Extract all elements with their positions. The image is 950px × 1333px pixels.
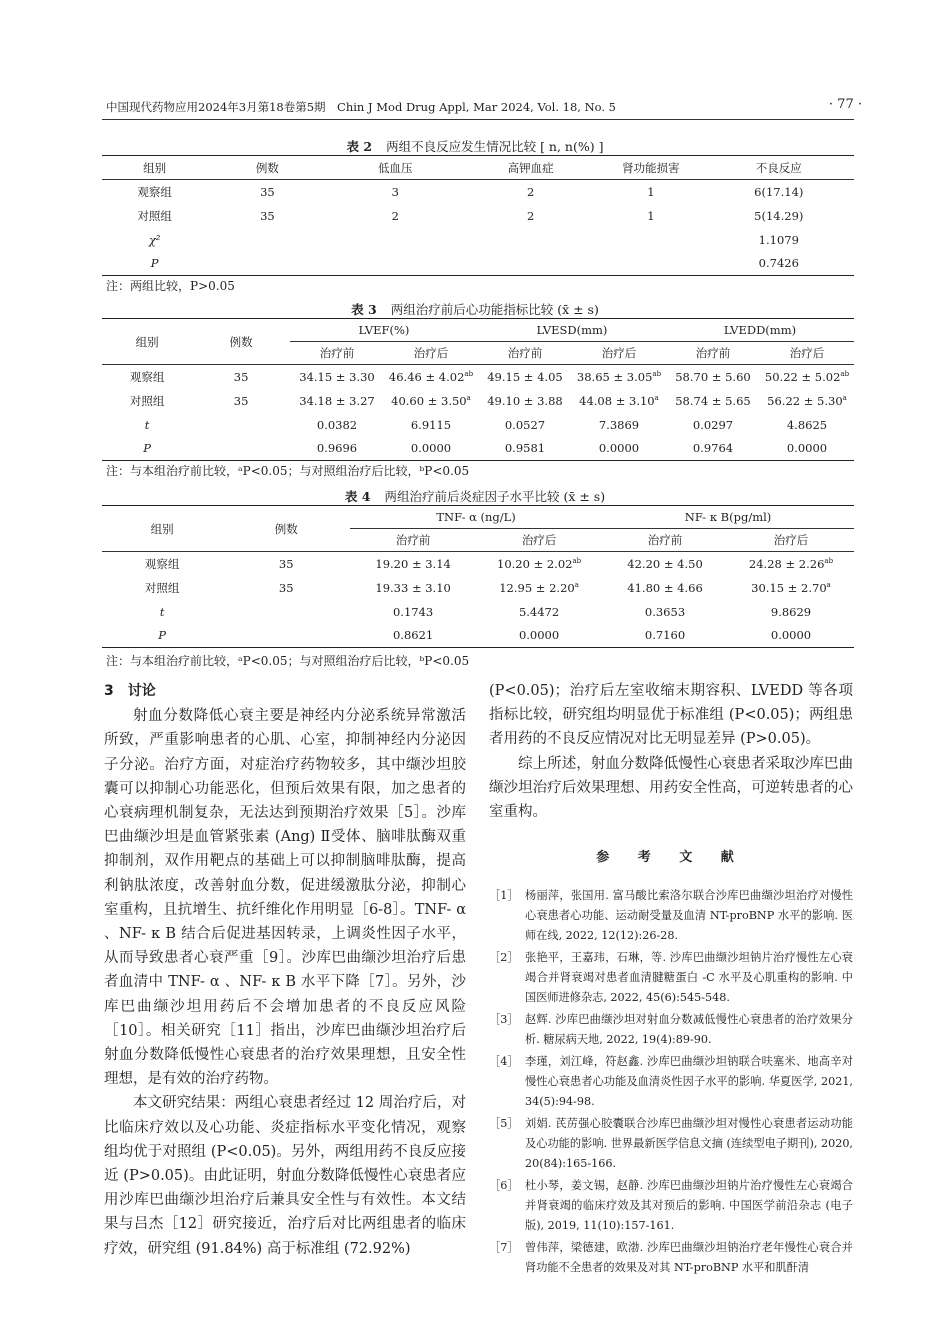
table-row: [102, 180, 854, 204]
superscript-mark: ab: [464, 369, 474, 378]
table-row: [102, 252, 854, 276]
cell-value: 38.65 ± 3.05: [576, 369, 653, 384]
t2-head-group: 组别: [102, 156, 207, 180]
table-cell: [328, 228, 463, 252]
table-cell: 1: [647, 208, 655, 223]
section-heading: 3 讨论: [104, 683, 156, 699]
table3-title: 两组治疗前后心功能指标比较 (x̄ ± s): [390, 302, 599, 317]
table-cell: 35: [260, 184, 275, 199]
cell-value: 40.60 ± 3.50: [391, 393, 467, 408]
t2-head-adverse: 不良反应: [704, 156, 854, 180]
discussion-paragraph-4: 综上所述，射血分数降低慢性心衰患者采取沙库巴曲缬沙坦治疗后效果理想、用药安全性高，可逆转患者的心室重构。: [489, 755, 853, 821]
table-cell: 2: [391, 208, 399, 223]
table-cell: P: [102, 252, 207, 276]
table-cell: χ²: [148, 232, 161, 247]
table-cell: 42.20 ± 4.50: [627, 556, 703, 571]
table4-caption: [0, 487, 950, 505]
table-row: [102, 576, 854, 600]
table-cell: [728, 552, 854, 576]
table2: [102, 155, 854, 276]
table-cell: 35: [278, 580, 294, 595]
t4-head-n: 例数: [222, 506, 350, 552]
table-cell: 对照组: [129, 393, 165, 408]
table-cell: 5.4472: [518, 604, 560, 619]
table-cell: [572, 365, 666, 389]
table-cell: [207, 252, 327, 276]
table-cell: 19.20 ± 3.14: [375, 556, 451, 571]
cell-value: 24.28 ± 2.26: [748, 556, 825, 571]
table2-note: 注：两组比较，P>0.05: [106, 279, 235, 293]
table3: [102, 318, 854, 461]
table-cell: 0.0382: [316, 417, 358, 432]
table-cell: P: [102, 624, 222, 648]
table2-title: 两组不良反应发生情况比较 [ n, n(%) ]: [386, 139, 604, 154]
reference-text: 杨丽萍，张国用. 富马酸比索洛尔联合沙库巴曲缬沙坦治疗对慢性心衰患者心功能、运动耐受量及血清 NT-proBNP 水平的影响. 医师在线, 2022, 12(12):26-28.: [525, 889, 853, 943]
t2-head-hyperkalemia: 高钾血症: [463, 156, 598, 180]
reference-item: [489, 948, 853, 1008]
table-cell: 35: [260, 208, 275, 223]
table-cell: 0.9581: [478, 437, 572, 461]
superscript-mark: a: [842, 393, 847, 402]
table2-caption: [0, 137, 950, 155]
table-cell: 0.0527: [504, 417, 546, 432]
table-cell: [222, 624, 350, 648]
table2-label: 表 2: [346, 139, 373, 154]
reference-item: [489, 1238, 853, 1278]
discussion-paragraph-2: 本文研究结果：两组心衰患者经过 12 周治疗后，对比临床疗效以及心功能、炎症指标水平变化情况，观察组均优于对照组 (P<0.05)。另外，两组用药不良反应接近 (P>0.05)。由此证明，射血分数降低慢性心衰患者应用沙库巴曲缬沙坦治疗后兼具安全性与有效性。本文结果与吕杰［12］研究接近，治疗后对比两组患者的临床疗效，研究组 (91.84%) 高于标准组 (72.92%): [104, 1095, 466, 1257]
table-cell: 观察组: [129, 369, 165, 384]
reference-text: 李瑾，刘江峰，符赵鑫. 沙库巴曲缬沙坦钠联合呋塞米、地高辛对慢性心衰患者心功能及血清炎性因子水平的影响. 华夏医学, 2021, 34(5):94-98.: [525, 1055, 853, 1109]
superscript-mark: ab: [652, 369, 662, 378]
table-cell: 49.15 ± 4.05: [487, 369, 563, 384]
table-row: [102, 437, 854, 461]
reference-text: 杜小琴，姜文锡，赵静. 沙库巴曲缬沙坦钠片治疗慢性左心衰竭合并肾衰竭的临床疗效及其对预后的影响. 中国医学前沿杂志 (电子版), 2019, 11(10):157-161.: [525, 1179, 853, 1233]
table-cell: [728, 576, 854, 600]
table-cell: [192, 413, 290, 437]
table-row: [102, 552, 854, 576]
superscript-mark: a: [574, 580, 579, 589]
reference-text: 赵辉. 沙库巴曲缬沙坦对射血分数减低慢性心衰患者的治疗效果分析. 糖尿病天地, 2022, 19(4):89-90.: [525, 1013, 853, 1047]
references-title: 参 考 文 献: [596, 850, 746, 866]
reference-number: ［3］: [489, 1013, 519, 1027]
page-number: · 77 ·: [828, 97, 862, 112]
t3-head-group: 组别: [102, 319, 192, 365]
superscript-mark: a: [654, 393, 659, 402]
table4: [102, 505, 854, 648]
t3-head-lvef: LVEF(%): [290, 319, 478, 342]
table-cell: 58.70 ± 5.60: [675, 369, 751, 384]
table-cell: 41.80 ± 4.66: [627, 580, 703, 595]
t4-head-before: 治疗前: [350, 529, 476, 552]
reference-item: [489, 886, 853, 946]
t3-head-before: 治疗前: [290, 342, 384, 365]
reference-number: ［1］: [489, 889, 519, 903]
table-cell: 1: [647, 184, 655, 199]
table-cell: [598, 252, 703, 276]
reference-text: 刘娟. 芪苈强心胶囊联合沙库巴曲缬沙坦对慢性心衰患者运动功能及心功能的影响. 世界最新医学信息文摘 (连续型电子期刊), 2020, 20(84):165-166.: [525, 1117, 853, 1171]
table3-caption: [0, 300, 950, 318]
table-row: [102, 389, 854, 413]
table-cell: 0.9696: [290, 437, 384, 461]
cell-value: 46.46 ± 4.02: [388, 369, 465, 384]
t3-head-before: 治疗前: [478, 342, 572, 365]
table-cell: 2: [526, 208, 535, 223]
table-cell: [598, 228, 703, 252]
table-cell: 49.10 ± 3.88: [487, 393, 563, 408]
table-cell: 4.8625: [786, 417, 828, 432]
superscript-mark: ab: [840, 369, 850, 378]
table-cell: 0.0000: [384, 437, 478, 461]
table-cell: 1.1079: [758, 232, 799, 247]
t4-head-before: 治疗前: [602, 529, 728, 552]
table-cell: 0.0297: [692, 417, 734, 432]
superscript-mark: ab: [572, 556, 582, 565]
t3-head-lvesd: LVESD(mm): [478, 319, 666, 342]
t4-head-nfkb: NF- κ B(pg/ml): [602, 506, 854, 529]
table-cell: 0.0000: [728, 624, 854, 648]
reference-number: ［7］: [489, 1241, 519, 1255]
table-cell: 0.0000: [476, 624, 602, 648]
table4-title: 两组治疗前后炎症因子水平比较 (x̄ ± s): [384, 489, 606, 504]
table-cell: 0.7426: [704, 252, 854, 276]
reference-item: [489, 1052, 853, 1112]
table-cell: [463, 252, 598, 276]
t3-head-before: 治疗前: [666, 342, 760, 365]
table-row: [102, 365, 854, 389]
table-cell: 7.3869: [598, 417, 640, 432]
table-cell: P: [102, 437, 192, 461]
table-cell: [760, 389, 854, 413]
table-cell: t: [144, 417, 150, 432]
table-cell: 6.9115: [410, 417, 452, 432]
table3-label: 表 3: [351, 302, 377, 317]
cell-value: 10.20 ± 2.02: [497, 556, 573, 571]
table-cell: 6(17.14): [754, 184, 804, 199]
table-cell: [463, 228, 598, 252]
table4-note: 注：与本组治疗前比较，ᵃP<0.05；与对照组治疗后比较，ᵇP<0.05: [106, 654, 470, 668]
table-cell: 34.15 ± 3.30: [299, 369, 375, 384]
superscript-mark: ab: [824, 556, 834, 565]
cell-value: 56.22 ± 5.30: [767, 393, 843, 408]
reference-number: ［2］: [489, 951, 519, 965]
t2-head-hypotension: 低血压: [328, 156, 463, 180]
table-cell: [384, 365, 478, 389]
reference-list: [489, 886, 853, 1278]
reference-item: [489, 1114, 853, 1174]
table-row: [102, 624, 854, 648]
table-row: [102, 600, 854, 624]
discussion-paragraph-3: (P<0.05)；治疗后左室收缩末期容积、LVEDD 等各项指标比较，研究组均明显优于标准组 (P<0.05)；两组患者用药的不良反应情况对比无明显差异 (P>0.05)。: [489, 683, 853, 748]
reference-item: [489, 1010, 853, 1050]
table-row: [102, 228, 854, 252]
cell-value: 44.08 ± 3.10: [579, 393, 655, 408]
right-column: [489, 679, 853, 1280]
table-cell: 34.18 ± 3.27: [299, 393, 375, 408]
table-cell: 3: [391, 184, 399, 199]
reference-text: 张艳平，王嘉玮，石琳，等. 沙库巴曲缬沙坦钠片治疗慢性左心衰竭合并肾衰竭对患者血清腱糖蛋白 -C 水平及心肌重构的影响. 中国医师进修杂志, 2022, 45(6):545-548.: [525, 951, 853, 1005]
t3-head-after: 治疗后: [384, 342, 478, 365]
table-cell: [476, 576, 602, 600]
t4-head-after: 治疗后: [728, 529, 854, 552]
table-cell: 58.74 ± 5.65: [675, 393, 751, 408]
t3-head-after: 治疗后: [572, 342, 666, 365]
table-cell: [760, 365, 854, 389]
table-cell: 0.7160: [602, 624, 728, 648]
table-cell: 0.3653: [644, 604, 686, 619]
reference-item: [489, 1176, 853, 1236]
table-cell: [328, 252, 463, 276]
table-cell: 对照组: [144, 580, 180, 595]
table-cell: 35: [233, 393, 249, 408]
cell-value: 50.22 ± 5.02: [764, 369, 841, 384]
t3-head-lvedd: LVEDD(mm): [666, 319, 854, 342]
t2-head-renal: 肾功能损害: [598, 156, 703, 180]
table-cell: 9.8629: [770, 604, 812, 619]
table-row: [102, 413, 854, 437]
table-cell: t: [159, 604, 165, 619]
reference-number: ［6］: [489, 1179, 519, 1193]
table-cell: 35: [233, 369, 249, 384]
table-cell: [572, 389, 666, 413]
left-column: [104, 679, 466, 1261]
table-cell: 观察组: [137, 184, 172, 199]
reference-number: ［5］: [489, 1117, 519, 1131]
superscript-mark: a: [466, 393, 471, 402]
table-cell: 观察组: [144, 556, 180, 571]
table-cell: [192, 437, 290, 461]
t4-head-tnf: TNF- α (ng/L): [350, 506, 602, 529]
cell-value: 12.95 ± 2.20: [499, 580, 575, 595]
t2-head-n: 例数: [207, 156, 327, 180]
t4-head-after: 治疗后: [476, 529, 602, 552]
table-cell: 0.0000: [572, 437, 666, 461]
table-cell: 0.8621: [350, 624, 476, 648]
t3-head-after: 治疗后: [760, 342, 854, 365]
table-cell: 19.33 ± 3.10: [375, 580, 451, 595]
header-rule: [102, 119, 854, 120]
reference-number: ［4］: [489, 1055, 519, 1069]
table-cell: [384, 389, 478, 413]
table-cell: 2: [526, 184, 535, 199]
table-cell: 0.1743: [392, 604, 434, 619]
superscript-mark: a: [826, 580, 831, 589]
table4-label: 表 4: [344, 489, 371, 504]
table-cell: 5(14.29): [754, 208, 804, 223]
running-header: 中国现代药物应用2024年3月第18卷第5期 Chin J Mod Drug Appl, Mar 2024, Vol. 18, No. 5: [106, 100, 616, 114]
t4-head-group: 组别: [102, 506, 222, 552]
table-cell: 35: [278, 556, 294, 571]
table-row: [102, 204, 854, 228]
reference-text: 曾伟萍，梁德建，欧渤. 沙库巴曲缬沙坦钠治疗老年慢性心衰合并肾功能不全患者的效果及对其 NT-proBNP 水平和肌酐清: [525, 1241, 853, 1275]
table-cell: [207, 228, 327, 252]
cell-value: 30.15 ± 2.70: [751, 580, 827, 595]
discussion-paragraph-1: 射血分数降低心衰主要是神经内分泌系统异常激活所致，严重影响患者的心肌、心室，抑制神经内分泌因子分泌。治疗方面，对症治疗药物较多，其中缬沙坦胶囊可以抑制心功能恶化，但预后效果有限，加之患者的心衰病理机制复杂，无法达到预期治疗效果［5］。沙库巴曲缬沙坦是血管紧张素 (Ang) Ⅱ受体、脑啡肽酶双重抑制剂，双作用靶点的基础上可以抑制脑啡肽酶，提高利钠肽浓度，改善射血分数，促进缓激肽分泌，抑制心室重构，且抗增生、抗纤维化作用明显［6-8］。TNF- α 、NF- κ B 结合后促进基因转录，上调炎性因子水平，从而导致患者心衰严重［9］。沙库巴曲缬沙坦治疗后患者血清中 TNF- α 、NF- κ B 水平下降［7］。另外，沙库巴曲缬沙坦用药后不会增加患者的不良反应风险［10］。相关研究［11］指出，沙库巴曲缬沙坦治疗后射血分数降低慢性心衰患者的治疗效果理想，且安全性理想，是有效的治疗药物。: [104, 708, 466, 1088]
t3-head-n: 例数: [192, 319, 290, 365]
table-cell: 0.9764: [666, 437, 760, 461]
table-cell: 0.0000: [760, 437, 854, 461]
table-cell: [222, 600, 350, 624]
table3-note: 注：与本组治疗前比较，ᵃP<0.05；与对照组治疗后比较，ᵇP<0.05: [106, 464, 470, 478]
table-cell: 对照组: [137, 208, 172, 223]
table-cell: [476, 552, 602, 576]
